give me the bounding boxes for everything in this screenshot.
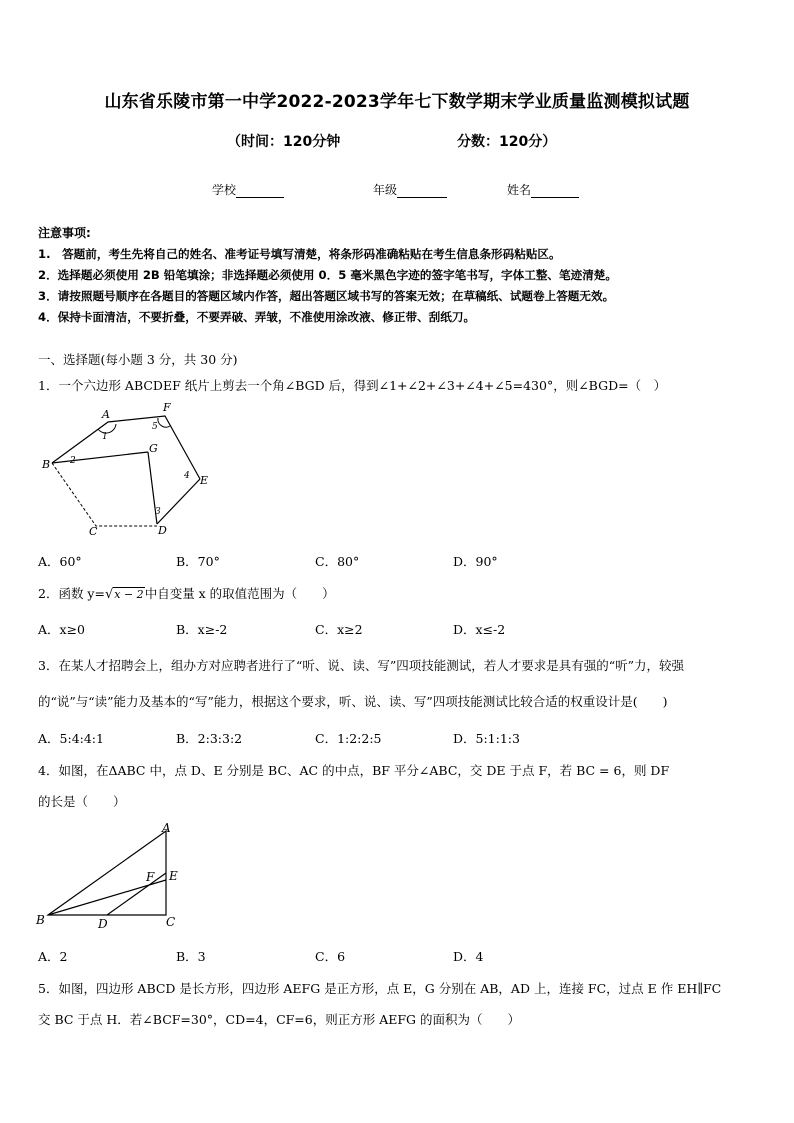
segment-bg [52,452,148,463]
q1-option-a[interactable]: A．60° [38,554,82,569]
note-item: 2．选择题必须使用 2B 铅笔填涂；非选择题必须使用 0．5 毫米黑色字迹的签字笔书写，字体工整、笔迹清楚。 [38,268,617,282]
q2-option-a[interactable]: A．x≥0 [38,622,86,637]
label-C: C [89,525,98,538]
label-A: A [102,408,110,421]
q4-option-a[interactable]: A．2 [38,949,68,964]
question-3-line-2: 的“说”与“读”能力及基本的“写”能力，根据这个要求，听、说、读、写”四项技能测试比较合适的权重设计是( ) [38,694,668,709]
label-angle-2: 2 [70,456,76,466]
q1-option-d[interactable]: D．90° [453,554,498,569]
label-B: B [42,458,51,471]
cut-corner-dashed [52,463,157,526]
triangle-figure [34,820,194,935]
grade-label: 年级 [373,183,398,197]
note-item: 4．保持卡面清洁，不要折叠，不要弄破、弄皱，不准使用涂改液、修正带、刮纸刀。 [38,310,476,324]
q1-option-c[interactable]: C．80° [315,554,360,569]
q4-option-d[interactable]: D．4 [453,949,484,964]
hexagon-edges [52,416,200,479]
label-C: C [166,915,176,929]
q3-option-a[interactable]: A．5:4:4:1 [38,731,104,746]
q3-option-d[interactable]: D．5:1:1:3 [453,731,520,746]
total-score: 分数：120分） [457,134,557,150]
school-label: 学校 [212,183,237,197]
q1-option-b[interactable]: B．70° [176,554,220,569]
segment-bf [48,880,166,915]
label-E: E [169,869,178,883]
question-4-line-2: 的长是（ ） [38,794,126,809]
q2-option-c[interactable]: C．x≥2 [315,622,363,637]
q3-option-c[interactable]: C．1:2:2:5 [315,731,382,746]
question-4-line-1: 4．如图，在ΔABC 中，点 D、E 分别是 BC、AC 的中点，BF 平分∠ABC，交 DE 于点 F，若 BC = 6，则 DF [38,763,670,778]
label-angle-5: 5 [152,422,158,432]
question-5-line-1: 5．如图，四边形 ABCD 是长方形，四边形 AEFG 是正方形，点 E，G 分别在 AB，AD 上，连接 FC，过点 E 作 EH∥FC [38,981,722,996]
q2-option-d[interactable]: D．x≤-2 [453,622,506,637]
label-B: B [36,913,45,927]
label-F: F [146,870,155,884]
school-blank[interactable] [236,184,284,198]
question-1: 1．一个六边形 ABCDEF 纸片上剪去一个角∠BGD 后，得到∠1+∠2+∠3+∠4+∠5=430°，则∠BGD=（ ） [38,378,667,393]
note-item: 3．请按照题号顺序在各题目的答题区域内作答，超出答题区域书写的答案无效；在草稿纸、试题卷上答题无效。 [38,289,615,303]
exam-title: 山东省乐陵市第一中学2022-2023学年七下数学期末学业质量监测模拟试题 [104,92,690,112]
label-D: D [98,917,108,931]
time-limit: （时间：120分钟 [227,134,341,150]
label-A: A [162,821,171,835]
notes-heading: 注意事项: [38,226,91,240]
school-field [212,181,284,198]
q4-option-c[interactable]: C．6 [315,949,346,964]
question-3-line-1: 3．在某人才招聘会上，组办方对应聘者进行了“听、说、读、写”四项技能测试，若人才要求是具有强的“听”力，较强 [38,658,685,673]
segment-de [107,873,166,915]
name-blank[interactable] [531,184,579,198]
q2-option-b[interactable]: B．x≥-2 [176,622,228,637]
q4-option-b[interactable]: B．3 [176,949,206,964]
label-angle-3: 3 [155,507,161,517]
label-angle-1: 1 [102,432,108,442]
section-heading: 一、选择题(每小题 3 分，共 30 分) [38,352,238,367]
name-field [507,181,579,198]
label-D: D [158,524,167,537]
name-label: 姓名 [507,183,532,197]
question-5-line-2: 交 BC 于点 H．若∠BCF=30°，CD=4，CF=6，则正方形 AEFG 的面积为（ ） [38,1012,520,1027]
segment-ed [157,479,200,524]
question-2: 2．函数 y=√x − 2中自变量 x 的取值范围为（ ） [38,586,335,602]
label-E: E [200,474,209,487]
sqrt-expression: √x − 2 [104,587,144,602]
hexagon-figure [40,402,220,538]
label-G: G [149,442,158,455]
note-item: 1. 答题前，考生先将自己的姓名、准考证号填写清楚，将条形码准确粘贴在考生信息条形码粘贴区。 [38,247,561,261]
label-F: F [163,402,171,414]
grade-blank[interactable] [397,184,447,198]
grade-field [373,181,447,198]
label-angle-4: 4 [184,471,190,481]
q3-option-b[interactable]: B．2:3:3:2 [176,731,243,746]
